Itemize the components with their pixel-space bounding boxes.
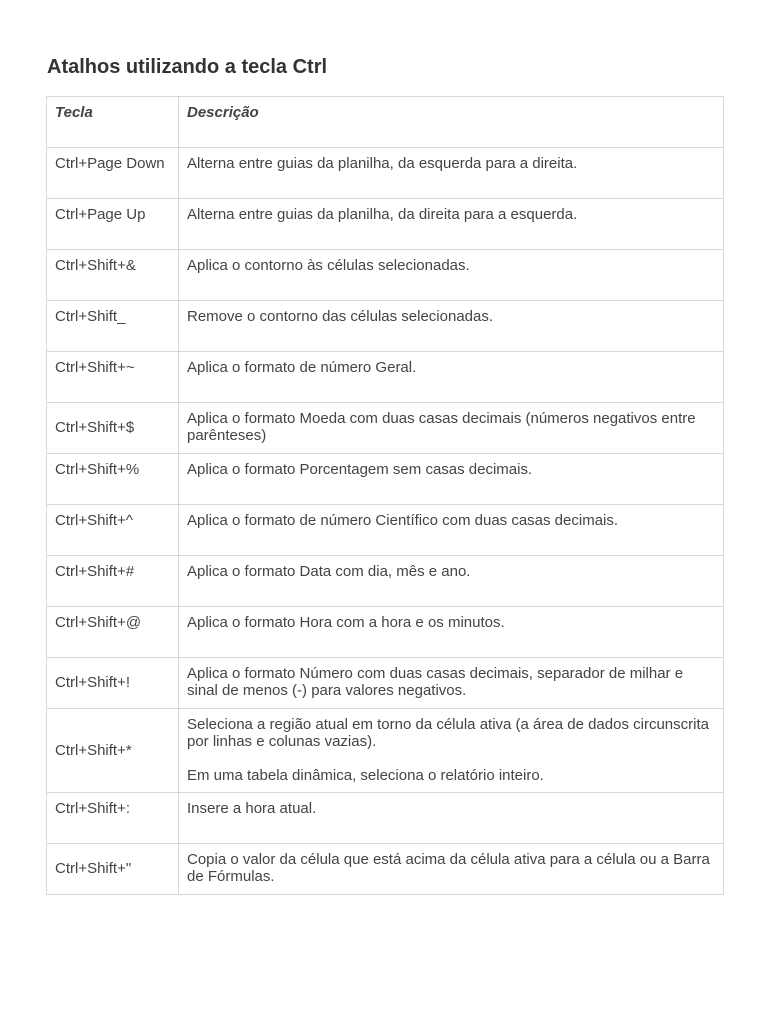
shortcut-key: Ctrl+Shift_ (47, 301, 179, 352)
table-row (47, 352, 724, 403)
shortcut-description: Aplica o formato Porcentagem sem casas decimais. (179, 454, 724, 505)
table-row (47, 844, 724, 895)
table-row (47, 403, 724, 454)
table-row (47, 250, 724, 301)
description-paragraph: Em uma tabela dinâmica, seleciona o relatório inteiro. (187, 767, 544, 784)
shortcut-key: Ctrl+Shift+: (47, 793, 179, 844)
table-row (47, 709, 724, 793)
shortcuts-table (46, 96, 724, 895)
shortcut-description: Aplica o formato Data com dia, mês e ano. (179, 556, 724, 607)
table-header-row (47, 97, 724, 148)
shortcut-key: Ctrl+Shift+$ (47, 403, 179, 454)
shortcut-key: Ctrl+Shift+~ (47, 352, 179, 403)
shortcut-key: Ctrl+Shift+" (47, 844, 179, 895)
table-row (47, 607, 724, 658)
page-title: Atalhos utilizando a tecla Ctrl (47, 56, 328, 78)
table-row (47, 199, 724, 250)
shortcut-description: Aplica o contorno às células selecionadas. (179, 250, 724, 301)
table-row (47, 505, 724, 556)
description-paragraph: Seleciona a região atual em torno da célula ativa (a área de dados circunscrita por linhas e colunas vazias). (187, 716, 709, 750)
shortcut-key: Ctrl+Page Down (47, 148, 179, 199)
shortcut-description: Alterna entre guias da planilha, da esquerda para a direita. (179, 148, 724, 199)
shortcut-description: Insere a hora atual. (179, 793, 724, 844)
table-row (47, 556, 724, 607)
table-row (47, 301, 724, 352)
header-description: Descrição (179, 97, 724, 148)
shortcut-description: Aplica o formato Número com duas casas decimais, separador de milhar e sinal de menos (-) para valores negativos. (179, 658, 724, 709)
shortcut-description: Remove o contorno das células selecionadas. (179, 301, 724, 352)
shortcut-key: Ctrl+Shift+* (47, 709, 179, 793)
table-row (47, 658, 724, 709)
table-row (47, 793, 724, 844)
shortcut-key: Ctrl+Shift+@ (47, 607, 179, 658)
header-key: Tecla (47, 97, 179, 148)
shortcut-description: Aplica o formato Moeda com duas casas decimais (números negativos entre parênteses) (179, 403, 724, 454)
shortcut-key: Ctrl+Shift+^ (47, 505, 179, 556)
table-row (47, 148, 724, 199)
shortcut-key: Ctrl+Shift+# (47, 556, 179, 607)
table-row (47, 454, 724, 505)
shortcut-description: Aplica o formato de número Geral. (179, 352, 724, 403)
shortcut-key: Ctrl+Shift+& (47, 250, 179, 301)
shortcut-description: Aplica o formato de número Científico com duas casas decimais. (179, 505, 724, 556)
shortcut-description: Aplica o formato Hora com a hora e os minutos. (179, 607, 724, 658)
shortcut-description (179, 709, 724, 793)
shortcut-key: Ctrl+Page Up (47, 199, 179, 250)
shortcut-description: Alterna entre guias da planilha, da direita para a esquerda. (179, 199, 724, 250)
shortcut-description: Copia o valor da célula que está acima da célula ativa para a célula ou a Barra de Fórmulas. (179, 844, 724, 895)
shortcut-key: Ctrl+Shift+! (47, 658, 179, 709)
shortcut-key: Ctrl+Shift+% (47, 454, 179, 505)
